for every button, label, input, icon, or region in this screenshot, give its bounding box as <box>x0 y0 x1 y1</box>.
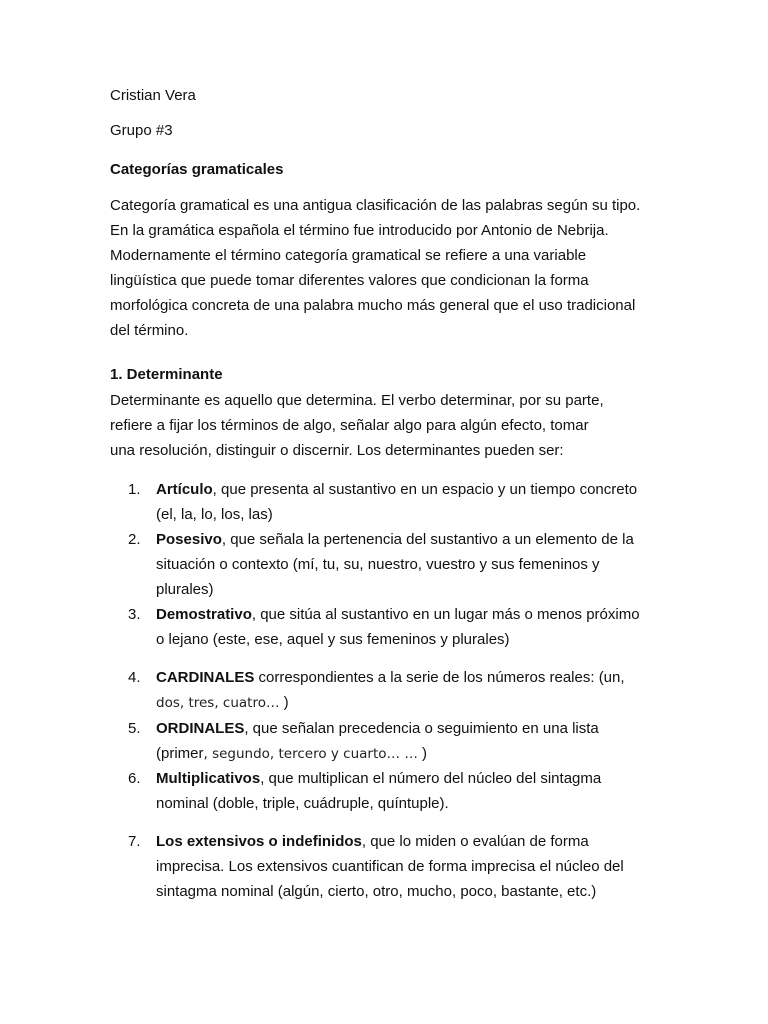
section-heading: 1. Determinante <box>110 366 223 383</box>
list-item <box>156 720 599 738</box>
list-term: Posesivo <box>156 531 222 548</box>
list-item <box>156 481 637 499</box>
list-number: 1. <box>128 481 141 498</box>
list-item-continuation: (el, la, lo, los, las) <box>156 506 273 523</box>
list-item-continuation <box>156 694 289 712</box>
list-text: (primer <box>156 745 204 762</box>
section-body-line: Determinante es aquello que determina. El verbo determinar, por su parte, <box>110 392 604 409</box>
list-item <box>156 531 634 549</box>
list-item <box>156 606 640 624</box>
list-term: Demostrativo <box>156 606 252 623</box>
list-item <box>156 669 625 687</box>
list-number: 7. <box>128 833 141 850</box>
list-number: 3. <box>128 606 141 623</box>
list-text-alt: dos, tres, cuatro… <box>156 695 280 711</box>
list-number: 6. <box>128 770 141 787</box>
list-term: Artículo <box>156 481 213 498</box>
list-item <box>156 770 601 788</box>
list-number: 4. <box>128 669 141 686</box>
list-text: , que multiplican el número del núcleo del sintagma <box>260 770 602 787</box>
list-item-continuation: imprecisa. Los extensivos cuantifican de forma imprecisa el núcleo del <box>156 858 624 875</box>
list-text: , que presenta al sustantivo en un espacio y un tiempo concreto <box>212 481 638 498</box>
section-body-line: refiere a fijar los términos de algo, señalar algo para algún efecto, tomar <box>110 417 589 434</box>
list-text: correspondientes a la serie de los números reales: (un, <box>254 669 625 686</box>
list-number: 2. <box>128 531 141 548</box>
intro-line: Modernamente el término categoría gramatical se refiere a una variable <box>110 247 587 264</box>
intro-line: morfológica concreta de una palabra mucho más general que el uso tradicional <box>110 297 636 314</box>
list-text: , que señalan precedencia o seguimiento en una lista <box>244 720 599 737</box>
list-text-alt: , segundo, tercero y cuarto… … <box>203 746 418 762</box>
list-item-continuation <box>156 745 427 763</box>
list-item <box>156 833 589 851</box>
list-term: ORDINALES <box>156 720 245 737</box>
intro-line: En la gramática española el término fue introducido por Antonio de Nebrija. <box>110 222 609 239</box>
list-text-end: ) <box>422 745 427 762</box>
list-text: , que señala la pertenencia del sustantivo a un elemento de la <box>221 531 634 548</box>
intro-line: lingüística que puede tomar diferentes valores que condicionan la forma <box>110 272 589 289</box>
list-item-continuation: sintagma nominal (algún, cierto, otro, mucho, poco, bastante, etc.) <box>156 883 597 900</box>
intro-line: del término. <box>110 322 189 339</box>
list-item-continuation: o lejano (este, ese, aquel y sus femeninos y plurales) <box>156 631 510 648</box>
list-text: , que sitúa al sustantivo en un lugar más o menos próximo <box>251 606 640 623</box>
list-text: , que lo miden o evalúan de forma <box>361 833 589 850</box>
group-label: Grupo #3 <box>110 122 173 139</box>
list-number: 5. <box>128 720 141 737</box>
list-term: Multiplicativos <box>156 770 261 787</box>
intro-line: Categoría gramatical es una antigua clasificación de las palabras según su tipo. <box>110 197 641 214</box>
list-item-continuation: nominal (doble, triple, cuádruple, quíntuple). <box>156 795 449 812</box>
document-title: Categorías gramaticales <box>110 161 284 178</box>
section-body-line: una resolución, distinguir o discernir. Los determinantes pueden ser: <box>110 442 564 459</box>
list-term: Los extensivos o indefinidos <box>156 833 362 850</box>
list-text-end: ) <box>283 694 289 711</box>
list-item-continuation: plurales) <box>156 581 214 598</box>
list-term: CARDINALES <box>156 669 255 686</box>
author-name: Cristian Vera <box>110 87 196 104</box>
list-item-continuation: situación o contexto (mí, tu, su, nuestro, vuestro y sus femeninos y <box>156 556 600 573</box>
